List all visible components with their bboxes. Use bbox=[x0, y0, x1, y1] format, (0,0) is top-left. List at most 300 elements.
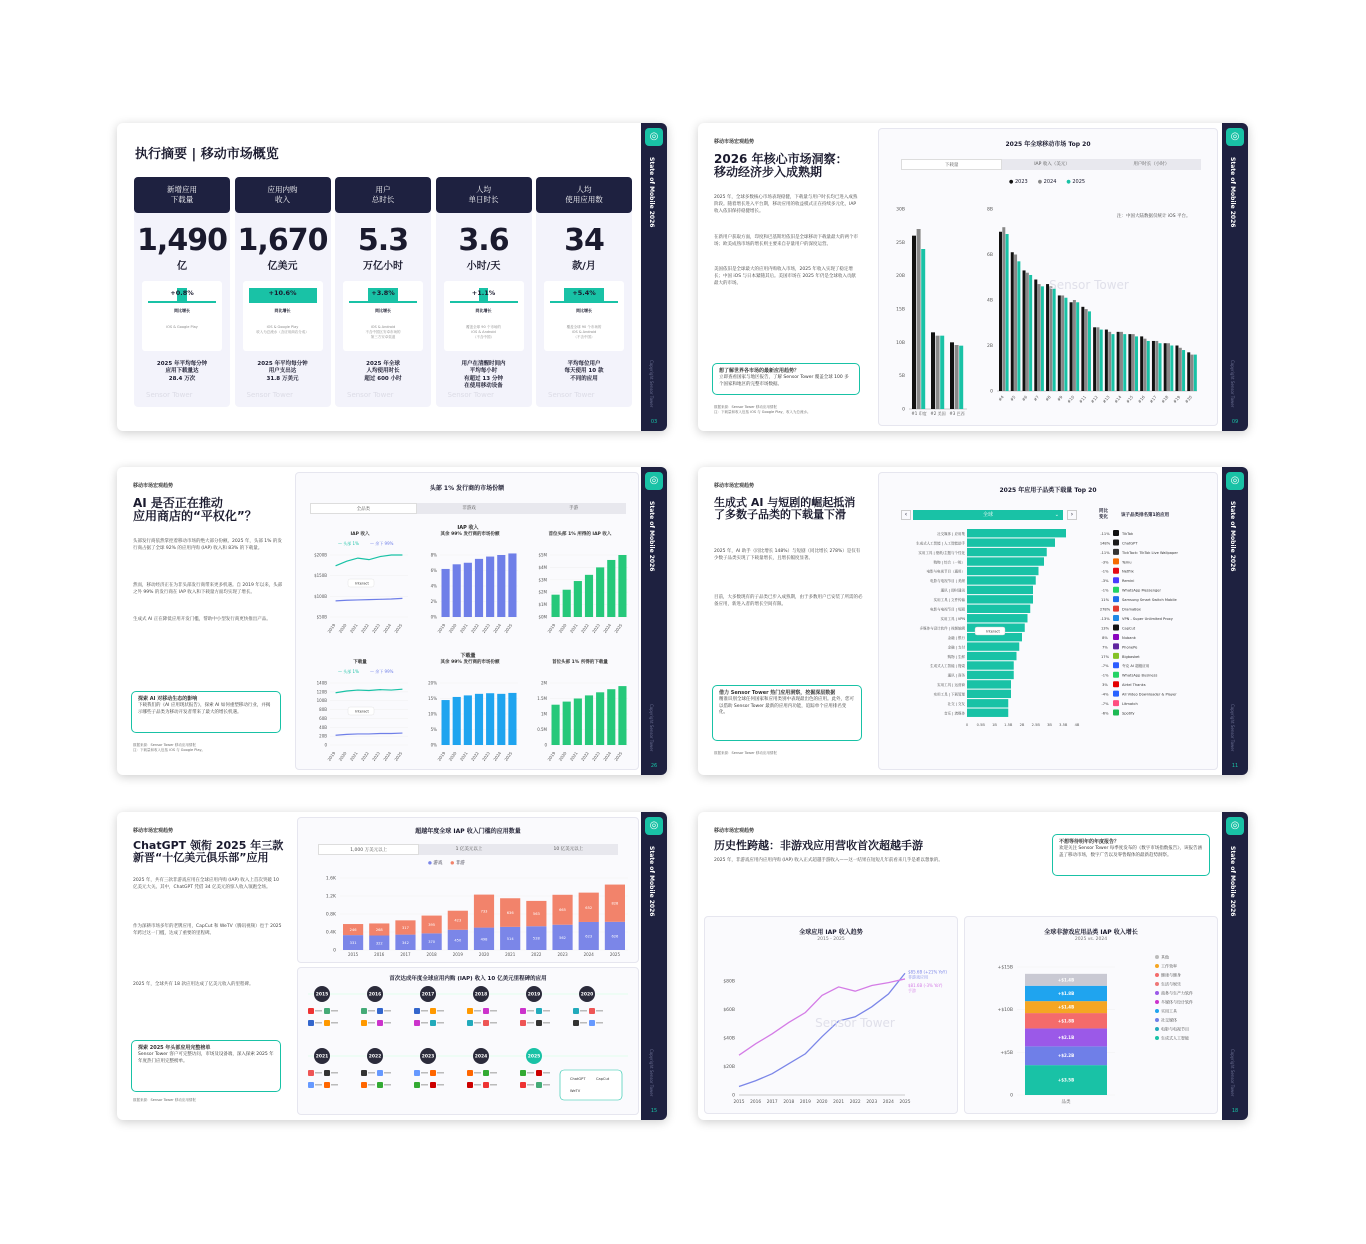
bar bbox=[967, 605, 1030, 613]
metric-change: +0.8% bbox=[170, 289, 194, 297]
bar bbox=[486, 693, 494, 745]
series-line bbox=[336, 689, 403, 693]
bar bbox=[618, 555, 626, 617]
y-tick-label: 20B bbox=[896, 274, 905, 280]
prev-arrow-icon[interactable]: ‹ bbox=[901, 510, 911, 520]
app-icon bbox=[536, 1008, 542, 1014]
x-tick-label: #15 bbox=[1124, 394, 1135, 405]
app-icon bbox=[361, 1082, 367, 1088]
x-tick-label: 2B bbox=[1019, 723, 1025, 727]
x-tick-label: 2020 bbox=[478, 952, 490, 957]
bar bbox=[1152, 341, 1155, 391]
app-icon bbox=[483, 1008, 489, 1014]
x-tick-label: 2020 bbox=[557, 622, 568, 634]
app-name-placeholder bbox=[580, 1010, 587, 1012]
app-name-placeholder bbox=[527, 1010, 534, 1012]
category-label: 实用工具 | 下载管理 bbox=[933, 692, 965, 697]
app-icon bbox=[430, 1008, 436, 1014]
app-icon bbox=[1113, 681, 1119, 687]
data-label: 331 bbox=[349, 941, 357, 946]
metric-unit: 亿美元 bbox=[267, 261, 298, 272]
metric-note: 2025 年平均每分钟 用户支出达 31.8 万美元 bbox=[257, 361, 308, 382]
chart-title: 全球非游戏应用品类 IAP 收入增长 bbox=[1044, 929, 1138, 936]
data-label: 528 bbox=[532, 936, 540, 941]
x-tick-label: 2024 bbox=[583, 952, 594, 957]
series-line bbox=[336, 555, 403, 566]
app-icon bbox=[1113, 558, 1119, 564]
row-title-downloads: 下载量 bbox=[460, 653, 476, 659]
metric-change-box bbox=[444, 281, 524, 351]
x-tick-label: 2021 bbox=[458, 622, 469, 634]
bar bbox=[967, 671, 1014, 679]
x-tick-label: #3 巴西 bbox=[949, 411, 965, 416]
app-name-placeholder bbox=[527, 1022, 534, 1024]
category-label: 电影与电视节目 | 短剧 bbox=[930, 607, 965, 612]
bar bbox=[574, 581, 582, 617]
y-tick-label: 0 bbox=[732, 1093, 735, 1099]
region-select[interactable]: 全球 ⌄ bbox=[913, 510, 1063, 520]
side-rail bbox=[641, 467, 667, 775]
metric-value: 3.6 bbox=[458, 223, 509, 258]
change-baseline bbox=[450, 301, 518, 303]
y-tick-label: 4B bbox=[987, 298, 993, 304]
bar bbox=[1111, 334, 1114, 391]
bar bbox=[1073, 300, 1076, 391]
page-number: 09 bbox=[1231, 419, 1239, 425]
legend-swatch bbox=[1155, 1027, 1159, 1031]
legend-rest99: — 余下 99% bbox=[370, 541, 394, 546]
app-icon bbox=[308, 1082, 314, 1088]
footnote: 数据来源：Sensor Tower 移动应用情报 bbox=[133, 1098, 196, 1102]
y-tick-label: 15B bbox=[896, 307, 905, 313]
app-icon bbox=[1113, 662, 1119, 668]
y-tick-label: $100B bbox=[314, 593, 327, 599]
y-tick-label: 100B bbox=[316, 698, 327, 704]
x-tick-label: 2025 bbox=[613, 622, 624, 634]
tab-10m[interactable]: 1,000 万美元以上 bbox=[318, 844, 419, 855]
y-tick-label: 30B bbox=[896, 207, 905, 213]
data-label: 395 bbox=[428, 922, 436, 927]
rail-copyright: Copyright Sensor Tower bbox=[1230, 703, 1235, 751]
app-icon bbox=[1113, 606, 1119, 612]
rail-copyright: Copyright Sensor Tower bbox=[1230, 1048, 1235, 1096]
bar bbox=[464, 695, 472, 745]
top-app-name: WhatsApp Business bbox=[1122, 673, 1158, 678]
app-icon bbox=[1113, 672, 1119, 678]
x-tick-label: #9 bbox=[1055, 394, 1064, 403]
page-number: 11 bbox=[1231, 763, 1239, 769]
x-tick-label: 2024 bbox=[492, 622, 503, 634]
app-name-placeholder bbox=[331, 1010, 338, 1012]
data-label: 450 bbox=[454, 938, 462, 943]
x-tick-label: #19 bbox=[1171, 394, 1182, 405]
milestone-timeline bbox=[298, 968, 640, 1116]
metric-card bbox=[134, 177, 230, 407]
segment-label: +$1.8B bbox=[1057, 1018, 1075, 1024]
bar bbox=[967, 642, 1019, 650]
y-tick-label: 6B bbox=[987, 253, 993, 258]
side-rail bbox=[641, 812, 667, 1120]
legend-swatch bbox=[1155, 964, 1159, 968]
cta-box[interactable] bbox=[131, 691, 281, 733]
x-tick-label: #5 bbox=[1008, 394, 1017, 403]
rail-copyright: Copyright Sensor Tower bbox=[649, 359, 654, 407]
yoy-change: -1% bbox=[1101, 673, 1109, 678]
metric-note: 平均每位用户 每天使用 10 款 不同的应用 bbox=[564, 361, 604, 382]
cta-box[interactable] bbox=[1052, 834, 1210, 876]
page-number: 18 bbox=[1231, 1108, 1239, 1114]
app-icon bbox=[467, 1020, 473, 1026]
year-label: 2015 bbox=[315, 992, 329, 998]
y-tick-label: 20% bbox=[428, 680, 437, 686]
metric-source: iOS & Google Play 收入为总流水（含应用商店分成） bbox=[256, 325, 309, 334]
x-tick-label: 2025 bbox=[899, 1100, 911, 1105]
top-app-name: DramaBox bbox=[1122, 607, 1141, 612]
bar bbox=[931, 332, 935, 409]
legend-label: 商务与生产力软件 bbox=[1161, 990, 1193, 996]
bar bbox=[1017, 261, 1020, 391]
section-label: 移动市场宏观趋势 bbox=[714, 483, 755, 489]
cta-text: Sensor Tower 客户可完整访问，市场及设备端，深入探索 2025 年年度热门应用完整榜单。 bbox=[138, 1052, 274, 1064]
app-name-placeholder bbox=[490, 1072, 497, 1074]
app-icon bbox=[377, 1070, 383, 1076]
app-name-placeholder bbox=[543, 1010, 550, 1012]
bar bbox=[1120, 332, 1123, 391]
bar bbox=[1076, 302, 1079, 391]
rail-copyright: Copyright Sensor Tower bbox=[1230, 359, 1235, 407]
year-label: 2017 bbox=[421, 992, 435, 998]
bar bbox=[967, 567, 1039, 575]
x-tick-label: #17 bbox=[1148, 394, 1158, 405]
metric-change: +3.8% bbox=[371, 289, 395, 297]
x-tick-label: 2022 bbox=[469, 750, 480, 762]
metric-card bbox=[536, 177, 632, 407]
metric-change: +1.1% bbox=[471, 289, 496, 297]
app-name-placeholder bbox=[384, 1084, 391, 1086]
x-tick-label: 2020 bbox=[447, 622, 458, 634]
cta-box[interactable] bbox=[131, 1040, 281, 1092]
y-tick-label: 0 bbox=[324, 742, 327, 748]
bar bbox=[967, 652, 1017, 660]
x-tick-label: 2019 bbox=[436, 750, 447, 762]
yoy-change: 7% bbox=[1102, 645, 1108, 650]
category-label: 实用工具 | VPN bbox=[940, 616, 965, 621]
cta-text: 下载我们的《AI 应用现状报告》，探索 AI 如何重塑移动行业，并揭示哪些子品类为移动开发者带来了最大的增长机遇。 bbox=[138, 703, 271, 715]
x-tick-label: 2022 bbox=[579, 622, 590, 634]
x-tick-label: 品类 bbox=[1061, 1100, 1071, 1105]
segment-label: +$2.2B bbox=[1057, 1053, 1075, 1059]
legend-label: 多媒体与设计软件 bbox=[1161, 999, 1193, 1005]
top-app-name: ChatGPT bbox=[1122, 541, 1138, 546]
bar bbox=[497, 694, 505, 745]
legend-label: 实用工具 bbox=[1161, 1008, 1177, 1014]
category-label: 购物 | 生鲜 bbox=[947, 654, 965, 659]
x-tick-label: 2019 bbox=[799, 1100, 811, 1105]
app-icon bbox=[324, 1082, 330, 1088]
tab-time-spent[interactable]: 用户时长（小时） bbox=[1133, 162, 1170, 167]
app-icon bbox=[589, 1008, 595, 1014]
yoy-change: 11% bbox=[1101, 598, 1109, 603]
bar bbox=[1070, 302, 1073, 391]
tab-all[interactable]: 全品类 bbox=[310, 503, 417, 514]
yoy-change: -7% bbox=[1101, 664, 1109, 669]
sensor-tower-logo-icon: ◎ bbox=[1226, 472, 1244, 490]
top-app-name: Nubank bbox=[1122, 635, 1136, 640]
sensor-tower-logo-icon: ◎ bbox=[645, 472, 663, 490]
app-icon bbox=[1113, 710, 1119, 716]
app-icon bbox=[520, 1082, 526, 1088]
bar bbox=[1194, 355, 1197, 391]
cta-box[interactable] bbox=[712, 685, 862, 741]
x-tick-label: 2021 bbox=[568, 622, 579, 634]
bar bbox=[950, 342, 954, 409]
segment-label: +$3.5B bbox=[1057, 1077, 1075, 1083]
bar bbox=[508, 553, 516, 617]
tab-100m[interactable]: 1 亿美元以上 bbox=[455, 847, 483, 852]
segment-label: +$1.8B bbox=[1057, 990, 1075, 996]
bar bbox=[1100, 330, 1103, 391]
chart-title: 头部 1% 发行商的市场份额 bbox=[429, 485, 505, 492]
x-tick-label: 2019 bbox=[452, 952, 463, 957]
x-tick-label: #6 bbox=[1020, 394, 1029, 403]
app-icon bbox=[1113, 587, 1119, 593]
category-label: 社交 | 交友 bbox=[947, 702, 965, 706]
bar bbox=[574, 699, 582, 746]
app-icon bbox=[536, 1020, 542, 1026]
category-label: 购物 | 综合（一般） bbox=[933, 560, 965, 565]
footnote: 数据来源：Sensor Tower 移动应用情报 bbox=[714, 751, 777, 755]
metric-card-header: 人均 单日时长 bbox=[436, 177, 532, 213]
app-name-placeholder bbox=[543, 1084, 550, 1086]
segment-label: +$2.1B bbox=[1057, 1034, 1075, 1040]
app-name-placeholder bbox=[384, 1072, 391, 1074]
bar bbox=[967, 595, 1033, 603]
app-icon bbox=[589, 1020, 595, 1026]
cta-box[interactable] bbox=[712, 363, 860, 395]
data-label: 665 bbox=[559, 908, 566, 913]
page-number: 15 bbox=[650, 1108, 658, 1114]
bar bbox=[618, 686, 626, 745]
legend-swatch bbox=[1155, 1000, 1159, 1004]
x-tick-label: 2024 bbox=[382, 750, 393, 762]
app-icon bbox=[1113, 577, 1119, 583]
x-tick-label: 1.5B bbox=[1004, 723, 1013, 727]
col-header-top-app: 该子品类排名第1的应用 bbox=[1121, 513, 1170, 518]
side-rail bbox=[641, 123, 667, 431]
paragraph-2: 然而，移动经济正在为非头部发行商带来更多机遇。自 2019 年以来，头部之外 99% 的发行商在 IAP 收入和下载量方面均实现了增长。 bbox=[133, 583, 283, 595]
paragraph-2: 在新用户获取方面，印度和巴基斯坦依旧是全球移动下载量最大的两个市场；欧美成熟市场的增长则主要来自存量用户的深度运营。 bbox=[714, 235, 858, 247]
next-arrow-icon[interactable]: › bbox=[1067, 510, 1077, 520]
x-tick-label: #7 bbox=[1032, 394, 1041, 403]
bar bbox=[1164, 343, 1167, 391]
bar bbox=[585, 575, 593, 617]
bar bbox=[1011, 252, 1014, 391]
x-tick-label: #20 bbox=[1183, 394, 1194, 405]
end-label-nongame-name: 非游戏应用 bbox=[908, 974, 928, 980]
metric-value: 5.3 bbox=[357, 223, 409, 258]
metric-change-label: 同比增长 bbox=[475, 308, 492, 313]
app-icon bbox=[308, 1020, 314, 1026]
x-tick-label: 2022 bbox=[359, 622, 370, 634]
bar bbox=[967, 538, 1055, 546]
data-label: 498 bbox=[480, 937, 488, 942]
x-tick-label: 2023 bbox=[866, 1100, 878, 1105]
app-name-placeholder bbox=[368, 1072, 375, 1074]
bar bbox=[1143, 339, 1146, 391]
app-name-placeholder bbox=[368, 1022, 375, 1024]
x-tick-label: 2023 bbox=[557, 952, 568, 957]
legend-label: 健康与健身 bbox=[1161, 972, 1181, 978]
paragraph-3: 美国依旧是全球最大的应用内购收入市场，2025 年收入实现了稳定增长；中国 iOS 与日本紧随其后。美国市场在 2025 年仍是全球收入贡献最大的市场。 bbox=[714, 267, 856, 286]
bar bbox=[453, 697, 461, 745]
x-tick-label: 2019 bbox=[546, 750, 557, 762]
app-name-placeholder bbox=[437, 1010, 444, 1012]
tab-1b[interactable]: 10 亿美元以上 bbox=[553, 847, 584, 852]
bar bbox=[1123, 334, 1126, 391]
bar bbox=[442, 569, 450, 617]
category-label: 电影与电视节目 | 美颜 bbox=[930, 579, 965, 584]
y-tick-label: 25B bbox=[896, 240, 905, 246]
y-tick-label: $60B bbox=[723, 1008, 735, 1014]
rail-copyright: Copyright Sensor Tower bbox=[649, 1048, 654, 1096]
y-tick-label: $4M bbox=[538, 564, 547, 570]
section-label: 移动市场宏观趋势 bbox=[714, 828, 755, 834]
bar bbox=[1105, 330, 1108, 391]
x-tick-label: #16 bbox=[1136, 394, 1146, 405]
y-tick-label: $40B bbox=[723, 1036, 735, 1042]
category-label: 音乐 | 流媒体 bbox=[944, 711, 965, 716]
x-tick-label: #8 bbox=[1044, 394, 1052, 403]
tab-downloads[interactable]: 下载量 bbox=[901, 159, 1002, 170]
x-tick-label: 2017 bbox=[766, 1100, 778, 1105]
y-tick-label: +$15B bbox=[997, 965, 1013, 971]
yoy-change: -11% bbox=[1100, 550, 1110, 555]
y-tick-label: $1M bbox=[538, 602, 547, 608]
y-tick-label: $20B bbox=[723, 1065, 735, 1071]
y-tick-label: $3M bbox=[538, 577, 547, 583]
x-tick-label: 2015 bbox=[347, 952, 359, 957]
top20-market-chart bbox=[879, 129, 1219, 427]
legend-top1: — 头部 1% bbox=[338, 669, 359, 674]
footnote: 数据来源：Sensor Tower 移动应用情报 注：下载量和收入包括 iOS 与 Google Play，收入为总流水。 bbox=[714, 405, 811, 414]
yoy-change: 3% bbox=[1102, 683, 1108, 688]
data-label: 322 bbox=[375, 941, 383, 946]
top-app-name: Litmatch bbox=[1122, 702, 1138, 706]
footnote: 数据来源：Sensor Tower 移动应用情报 注：下载量和收入包括 iOS 与 Google Play。 bbox=[133, 743, 206, 752]
paragraph-3: 生成式 AI 正在降低应用开发门槛，帮助中小型发行商更快推出产品。 bbox=[133, 617, 271, 622]
interact-label: Interact bbox=[986, 629, 1000, 634]
x-tick-label: 2023 bbox=[481, 622, 491, 634]
y-tick-label: 4% bbox=[430, 583, 437, 589]
y-tick-label: 0 bbox=[1010, 1093, 1013, 1099]
legend-games: ● 游戏 bbox=[428, 861, 443, 866]
bar bbox=[1049, 286, 1052, 391]
x-tick-label: 2.5B bbox=[1031, 723, 1040, 727]
x-tick-label: 2025 bbox=[393, 750, 404, 762]
app-name-placeholder bbox=[421, 1072, 428, 1074]
metric-card-header: 用户 总时长 bbox=[335, 177, 431, 213]
app-name-placeholder bbox=[596, 1022, 603, 1024]
x-tick-label: 2023 bbox=[371, 750, 381, 762]
tab-iap-revenue[interactable]: IAP 收入（美元） bbox=[1034, 162, 1070, 167]
slide-market-overview bbox=[117, 123, 667, 431]
chart-subtitle: 2015 - 2025 bbox=[817, 937, 845, 942]
y-tick-label: 8% bbox=[430, 552, 437, 558]
x-tick-label: 2025 bbox=[503, 622, 514, 634]
app-icon bbox=[1113, 691, 1119, 697]
bar bbox=[1088, 311, 1091, 391]
app-name-placeholder bbox=[437, 1072, 444, 1074]
legend-label: 其他 bbox=[1161, 954, 1169, 960]
metric-card bbox=[335, 177, 431, 407]
paragraph-3: 2025 年，全球共有 18 款应用达成了亿美元收入的里程碑。 bbox=[133, 982, 254, 987]
y-tick-label: $80B bbox=[723, 979, 735, 985]
y-tick-label: 10B bbox=[896, 340, 905, 346]
legend-label: 电影与电视节目 bbox=[1161, 1026, 1189, 1032]
metric-unit: 款/月 bbox=[572, 261, 596, 272]
bar bbox=[453, 564, 461, 617]
app-icon bbox=[361, 1008, 367, 1014]
threshold-chart-panel bbox=[297, 817, 639, 963]
data-label: 828 bbox=[611, 901, 619, 906]
y-tick-label: 0 bbox=[990, 389, 993, 395]
legend-label: 生成式人工智能 bbox=[1161, 1035, 1189, 1041]
x-tick-label: 2021 bbox=[348, 750, 359, 762]
slide-billion-dollar-club bbox=[117, 812, 667, 1120]
interact-label: Interact bbox=[355, 581, 369, 586]
iap-trend-panel bbox=[704, 916, 958, 1114]
top-app-name: Remini bbox=[1122, 579, 1135, 584]
app-icon bbox=[483, 1070, 489, 1076]
x-tick-label: 2021 bbox=[505, 952, 516, 957]
bar bbox=[1034, 280, 1037, 391]
paragraph-2: 目前，大多数现有的子品类已步入成熟期，由于多数用户已安装了所需的必备应用，新进入者的增长空间有限。 bbox=[714, 595, 863, 607]
x-tick-label: 2016 bbox=[374, 952, 385, 957]
y-tick-label: $2M bbox=[538, 589, 547, 595]
bar bbox=[1041, 286, 1044, 391]
app-icon bbox=[520, 1070, 526, 1076]
bar bbox=[1182, 350, 1185, 391]
legend-swatch bbox=[1155, 973, 1159, 977]
tab-non-game[interactable]: 非游戏 bbox=[462, 506, 476, 511]
x-tick-label: 1B bbox=[992, 723, 997, 727]
metric-change: +10.6% bbox=[268, 289, 297, 297]
metric-card-header: 新增应用 下载量 bbox=[134, 177, 230, 213]
bar bbox=[1029, 275, 1032, 391]
y-tick-label: $200B bbox=[314, 552, 327, 558]
x-tick-label: 2019 bbox=[326, 750, 337, 762]
series-line bbox=[336, 598, 403, 600]
change-baseline bbox=[550, 301, 618, 303]
tab-games[interactable]: 手游 bbox=[569, 506, 579, 511]
bar bbox=[1128, 334, 1131, 391]
year-label: 2025 bbox=[527, 1054, 541, 1060]
app-name-placeholder bbox=[421, 1010, 428, 1012]
cta-text: 欢迎关注 Sensor Tower 每季度发布的《数字市场指数报告》，该报告涵盖了移动市场，数字广告以及零售媒体的最新趋势洞察。 bbox=[1059, 846, 1203, 858]
yoy-change: 13% bbox=[1101, 626, 1109, 631]
bar bbox=[475, 559, 483, 617]
rail-title: State of Mobile 2026 bbox=[648, 501, 655, 572]
watermark: Sensor Tower bbox=[146, 391, 193, 399]
x-tick-label: 2025 bbox=[613, 750, 624, 762]
bar bbox=[1140, 336, 1143, 391]
bar bbox=[967, 699, 1008, 707]
slide-title: 执行摘要 | 移动市场概览 bbox=[135, 147, 279, 162]
bar bbox=[596, 692, 604, 745]
bar bbox=[967, 690, 1011, 698]
bar bbox=[552, 595, 560, 617]
chart-note: 注：中国大陆数据仅统计 iOS 平台。 bbox=[1117, 214, 1191, 219]
